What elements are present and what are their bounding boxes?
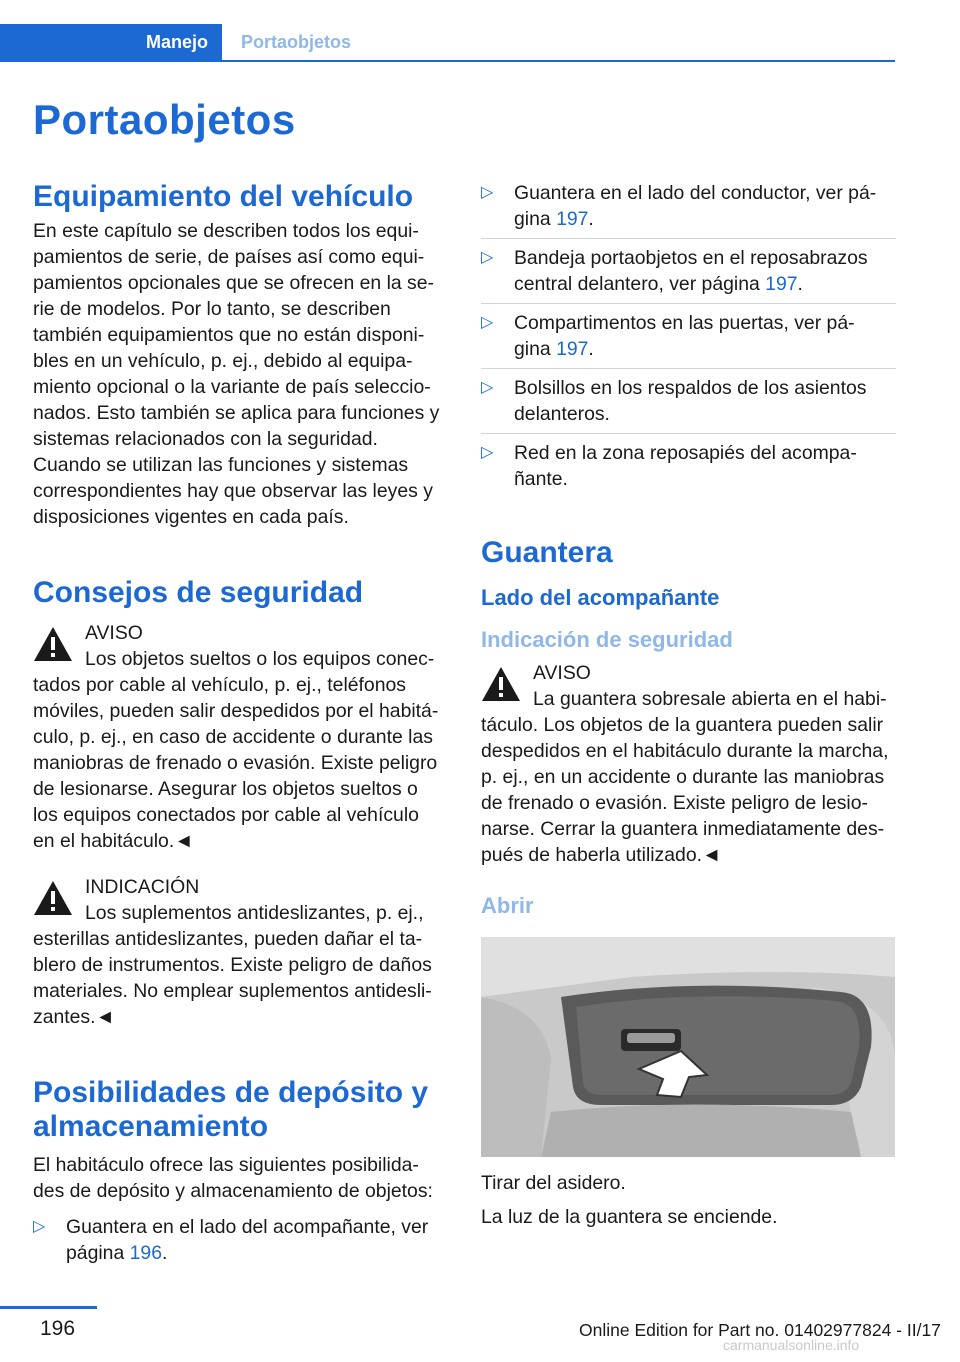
triangle-right-icon: ▷ [481,379,494,396]
list-item: ▷ Bandeja portaobjetos en el reposabrazos central delantero, ver página 197. [481,245,896,304]
triangle-right-icon: ▷ [481,249,494,266]
aviso-label: AVISO [533,662,591,684]
page-title: Portaobjetos [33,96,296,143]
list-item: ▷ Bolsillos en los respaldos de los asientos delanteros. [481,375,896,434]
indicacion-block: INDICACIÓN Los suplementos antideslizantes, p. ej., esterillas antideslizantes, pueden dañar el ta- blero de instrumentos. Existe peligro de daños materiales. No emplear suplementos antidesli- zantes.◄ [33,874,448,1030]
warning-triangle-icon [33,626,73,662]
footer-rule [0,1306,97,1309]
page-link[interactable]: 197 [765,273,798,295]
warning-triangle-icon [481,666,521,702]
indicacion-label: INDICACIÓN [85,876,200,898]
heading-indicacion-seguridad: Indicación de seguridad [481,627,733,652]
list-item: ▷ Guantera en el lado del acompañante, ver página 196. [33,1216,429,1264]
chapter-tab-label: Manejo [145,32,208,52]
triangle-right-icon: ▷ [481,184,494,201]
aviso-label: AVISO [85,622,143,644]
aviso-block: AVISO Los objetos sueltos o los equipos conec- tados por cable al vehículo, p. ej., teléfonos móviles, pueden salir despedidos por el habitá- culo, p. ej., en caso de accidente o durante las maniobras de frenado o evasión. Existe peligro de lesionarse. Asegurar los objetos sueltos o los equipos conectados por cable al vehículo en el habitáculo.◄ [33,620,448,854]
header-rule [0,60,895,62]
page-link[interactable]: 196 [129,1242,162,1264]
aviso-block-right: AVISO La guantera sobresale abierta en el habi- táculo. Los objetos de la guantera pueden salir despedidos en el habitáculo durante la marcha, p. ej., en un accidente o durante las maniobras de frenado o evasión. Existe peligro de lesio- narse. Cerrar la guantera inmediatamente des- pués de haberla utilizado.◄ [481,660,896,868]
heading-guantera: Guantera [481,536,613,569]
storage-list-left [33,1214,448,1272]
triangle-right-icon: ▷ [481,314,494,331]
heading-equipamiento: Equipamiento del vehículo [33,180,414,213]
triangle-right-icon: ▷ [33,1218,46,1235]
warning-triangle-icon [33,880,73,916]
list-item: ▷ Compartimentos en las puertas, ver pá- gina 197. [481,310,896,369]
chapter-tab[interactable] [0,24,222,62]
right-column [481,180,896,920]
triangle-right-icon: ▷ [481,444,494,461]
page-link[interactable]: 197 [556,208,589,230]
left-column: Equipamiento del vehículo En este capítulo se describen todos los equi- pamientos de serie, de países así como equi- pamientos opcionales que se ofrecen en la se- rie de modelos. Por lo tanto, se describen también equipamientos que no están disponi- bles en un vehículo, p. ej., debido al equipa- miento opcional o la variante de país seleccio- nados. Esto también se aplica para funciones y sistemas relacionados con la seguridad. Cuando se utilizan las funciones y sistemas correspondientes hay que observar las leyes y disposiciones vigentes en cada país. Consejos de seguridad AVISO Los objetos sueltos o los equipos conec- tados por cable al vehículo, p. ej., teléfonos móviles, pueden salir despedidos por el habitá- culo, p. ej., en caso de accidente o durante las maniobras de frenado o evasión. Existe peligro de lesionarse. Asegurar los objetos sueltos o los equipos conectados por cable al vehículo en el habitáculo.◄ INDICACIÓN Los suplementos antideslizantes, p. ej., esterillas antideslizantes, pueden dañar el ta- blero de instrumentos. Existe peligro de daños materiales. No emplear suplementos antidesli- zantes.◄ Posibilidades de depósito y almacenamiento El habitáculo ofrece las siguientes posibilida- des de depósito y almacenamiento de objetos: ▷ Guantera en el lado del acompañante, ver página 196. [33,180,448,1278]
equipamiento-text: En este capítulo se describen todos los equi- pamientos de serie, de países así como equi- pamientos opcionales que se ofrecen en la se- rie de modelos. Por lo tanto, se describen también equipamientos que no están disponi- bles en un vehículo, p. ej., debido al equipa- miento opcional o la variante de país seleccio- nados. Esto también se aplica para funciones y sistemas relacionados con la seguridad. Cuando se utilizan las funciones y sistemas correspondientes hay que observar las leyes y disposiciones vigentes en cada país. [33,220,440,528]
abrir-text: Tirar del asidero. La luz de la guantera se enciende. [481,1172,778,1228]
list-item: ▷ Guantera en el lado del conductor, ver pá- gina 197. [481,180,896,239]
watermark: carmanualsonline.info [723,1337,860,1353]
section-tab[interactable]: Portaobjetos [241,32,352,52]
heading-abrir: Abrir [481,893,534,918]
page-link[interactable]: 197 [556,338,589,360]
storage-list-right [481,180,896,498]
edition-info: Online Edition for Part no. 01402977824 - II/17 [579,1320,941,1340]
page-number: 196 [40,1317,76,1340]
list-item: ▷ Red en la zona reposapiés del acompa- ñante. [481,442,857,490]
glovebox-illustration [481,937,895,1157]
heading-lado: Lado del acompañante [481,585,720,610]
heading-posibilidades: Posibilidades de depósito y almacenamiento [33,1076,429,1143]
heading-consejos: Consejos de seguridad [33,576,364,609]
